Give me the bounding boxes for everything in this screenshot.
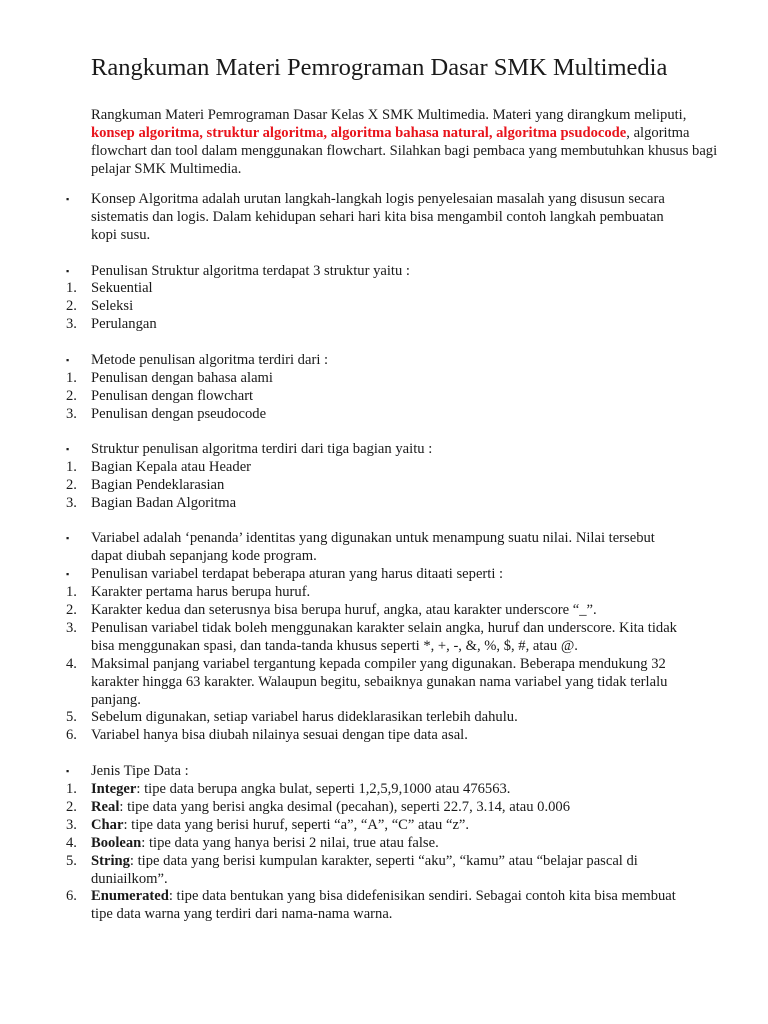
konsep-line: sistematis dan logis. Dalam kehidupan sehari hari kita bisa mengambil contoh langkah pembuatan xyxy=(91,209,664,225)
list-item: Bagian Badan Algoritma xyxy=(91,495,237,511)
tipe-term: Char xyxy=(91,817,124,833)
tipe-term: Enumerated xyxy=(91,888,169,904)
tipe-item xyxy=(91,798,570,816)
intro-highlight: konsep algoritma, struktur algoritma, algoritma bahasa natural, algoritma psudocode xyxy=(91,125,627,141)
list-number: 2. xyxy=(66,298,77,314)
bullet-bagian: ▪ xyxy=(66,444,70,454)
tipe-desc-continued: tipe data warna yang terdiri dari nama-nama warna. xyxy=(91,906,393,922)
intro-paragraph xyxy=(91,106,731,178)
list-number: 2. xyxy=(66,799,77,815)
tipe-desc: : tipe data yang hanya berisi 2 nilai, true atau false. xyxy=(141,835,439,851)
rule-line: panjang. xyxy=(91,692,141,708)
tipe-item xyxy=(91,852,638,870)
list-number: 1. xyxy=(66,459,77,475)
page-title: Rangkuman Materi Pemrograman Dasar SMK Multimedia xyxy=(91,54,668,81)
tipe-desc: : tipe data yang berisi kumpulan karakter, seperti “aku”, “kamu” atau “belajar pascal di xyxy=(129,853,638,869)
list-item: Seleksi xyxy=(91,298,134,314)
list-item: Perulangan xyxy=(91,316,157,332)
list-number: 2. xyxy=(66,477,77,493)
bullet-variabel-rules: ▪ xyxy=(66,569,70,579)
list-number: 6. xyxy=(66,888,77,904)
list-item: Penulisan dengan flowchart xyxy=(91,388,254,404)
list-number: 5. xyxy=(66,709,77,725)
rule-line: Sebelum digunakan, setiap variabel harus dideklarasikan terlebih dahulu. xyxy=(91,709,518,725)
tipe-desc: : tipe data bentukan yang bisa didefenisikan sendiri. Sebagai contoh kita bisa membuat xyxy=(168,888,676,904)
list-number: 3. xyxy=(66,620,77,636)
rule-line: Karakter kedua dan seterusnya bisa berupa huruf, angka, atau karakter underscore “_”. xyxy=(91,602,597,618)
rule-line: Variabel hanya bisa diubah nilainya sesuai dengan tipe data asal. xyxy=(91,727,468,743)
list-number: 3. xyxy=(66,316,77,332)
list-number: 3. xyxy=(66,406,77,422)
tipe-desc-continued: duniailkom”. xyxy=(91,871,168,887)
list-item: Bagian Kepala atau Header xyxy=(91,459,252,475)
intro-text-start: Rangkuman Materi Pemrograman Dasar Kelas X SMK Multimedia. Materi yang dirangkum meliputi, xyxy=(91,107,687,123)
rule-line: Maksimal panjang variabel tergantung kepada compiler yang digunakan. Beberapa mendukung 32 xyxy=(91,656,666,672)
bullet-tipe: ▪ xyxy=(66,766,70,776)
tipe-desc: : tipe data berupa angka bulat, seperti 1,2,5,9,1000 atau 476563. xyxy=(136,781,511,797)
bagian-heading: Struktur penulisan algoritma terdiri dari tiga bagian yaitu : xyxy=(91,441,433,457)
variabel-rules-heading: Penulisan variabel terdapat beberapa aturan yang harus ditaati seperti : xyxy=(91,566,504,582)
konsep-line: Konsep Algoritma adalah urutan langkah-langkah logis penyelesaian masalah yang disusun secara xyxy=(91,191,665,207)
list-number: 1. xyxy=(66,280,77,296)
tipe-desc: : tipe data yang berisi angka desimal (pecahan), seperti 22.7, 3.14, atau 0.006 xyxy=(119,799,571,815)
tipe-term: Real xyxy=(91,799,120,815)
list-item: Sekuential xyxy=(91,280,153,296)
list-number: 4. xyxy=(66,656,77,672)
list-item: Bagian Pendeklarasian xyxy=(91,477,225,493)
rule-line: karakter hingga 63 karakter. Walaupun begitu, sebaiknya gunakan nama variabel yang tidak terlalu xyxy=(91,674,668,690)
rule-line: Penulisan variabel tidak boleh menggunakan karakter selain angka, huruf dan underscore. Kita tidak xyxy=(91,620,677,636)
list-number: 1. xyxy=(66,781,77,797)
struktur-heading: Penulisan Struktur algoritma terdapat 3 struktur yaitu : xyxy=(91,263,410,279)
konsep-line: kopi susu. xyxy=(91,227,151,243)
intro-text-end: , algoritma flowchart dan tool dalam menggunakan flowchart. Silahkan bagi pembaca yang membutuhkan khusus bagi pelajar SMK Multimedia. xyxy=(91,125,718,177)
rule-line: Karakter pertama harus berupa huruf. xyxy=(91,584,311,600)
bullet-konsep: ▪ xyxy=(66,194,70,204)
bullet-metode: ▪ xyxy=(66,355,70,365)
list-item: Penulisan dengan pseudocode xyxy=(91,406,267,422)
tipe-item xyxy=(91,816,469,834)
tipe-term: Boolean xyxy=(91,835,142,851)
tipe-item xyxy=(91,834,439,852)
variabel-definition: dapat diubah sepanjang kode program. xyxy=(91,548,317,564)
list-number: 5. xyxy=(66,853,77,869)
list-number: 2. xyxy=(66,388,77,404)
list-number: 4. xyxy=(66,835,77,851)
tipe-item xyxy=(91,887,676,905)
tipe-desc: : tipe data yang berisi huruf, seperti “a”, “A”, “C” atau “z”. xyxy=(123,817,470,833)
list-number: 3. xyxy=(66,817,77,833)
list-item: Penulisan dengan bahasa alami xyxy=(91,370,273,386)
tipe-heading: Jenis Tipe Data : xyxy=(91,763,189,779)
variabel-definition: Variabel adalah ‘penanda’ identitas yang digunakan untuk menampung suatu nilai. Nilai tersebut xyxy=(91,530,655,546)
tipe-term: Integer xyxy=(91,781,137,797)
list-number: 1. xyxy=(66,584,77,600)
list-number: 6. xyxy=(66,727,77,743)
list-number: 1. xyxy=(66,370,77,386)
list-number: 3. xyxy=(66,495,77,511)
bullet-struktur: ▪ xyxy=(66,266,70,276)
tipe-item xyxy=(91,780,510,798)
bullet-variabel: ▪ xyxy=(66,533,70,543)
metode-heading: Metode penulisan algoritma terdiri dari : xyxy=(91,352,329,368)
list-number: 2. xyxy=(66,602,77,618)
tipe-term: String xyxy=(91,853,130,869)
rule-line: bisa menggunakan spasi, dan tanda-tanda khusus seperti *, +, -, &, %, $, #, atau @. xyxy=(91,638,578,654)
